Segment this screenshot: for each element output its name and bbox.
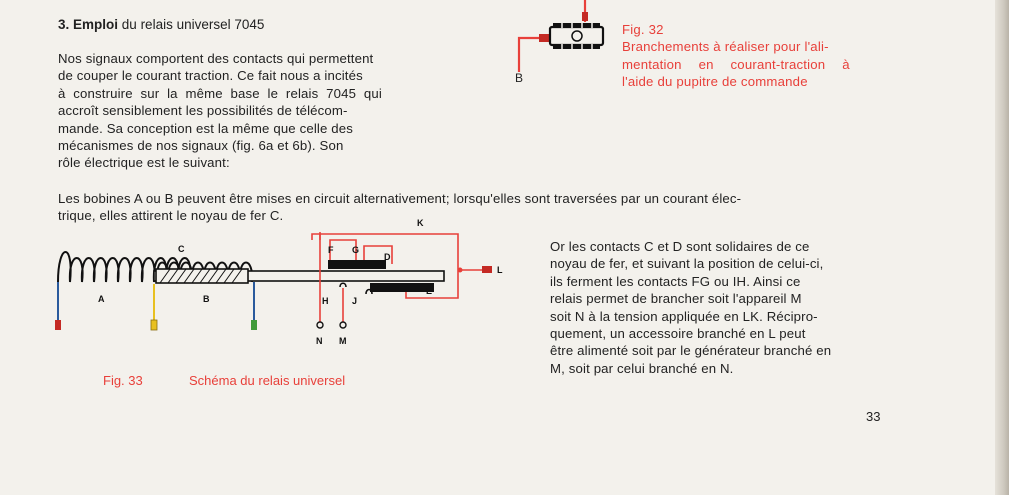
contacts-line: quement, un accessoire branché en L peut: [550, 326, 806, 342]
page-number: 33: [866, 409, 881, 424]
contacts-line: être alimenté soit par le générateur branché en: [550, 343, 832, 359]
bobines-line: trique, elles attirent le noyau de fer C.: [58, 208, 284, 224]
label-c: C: [178, 244, 185, 254]
contacts-line: ils ferment les contacts FG ou IH. Ainsi ce: [550, 273, 801, 289]
contacts-line: Or les contacts C et D sont solidaires de ce: [550, 239, 810, 254]
fig32-caption-line: l'aide du pupitre de commande: [622, 74, 808, 90]
contacts-line: relais permet de brancher soit l'appareil M: [550, 291, 802, 307]
intro-line: à construire sur la même base le relais 7045 qui: [58, 85, 382, 101]
intro-line: de couper le courant traction. Ce fait nous a incités: [58, 68, 363, 84]
contacts-line: M, soit par celui branché en N.: [550, 360, 734, 376]
label-h: H: [322, 296, 329, 306]
intro-line: rôle électrique est le suivant:: [58, 155, 230, 171]
intro-line: mécanismes de nos signaux (fig. 6a et 6b). Son: [58, 138, 344, 154]
label-j: J: [352, 296, 358, 306]
bobines-line: Les bobines A ou B peuvent être mises en circuit alternativement; lorsqu'elles sont traversées par un courant élec-: [58, 191, 742, 206]
label-a: A: [98, 294, 105, 304]
contacts-line: noyau de fer, et suivant la position de celui-ci,: [550, 256, 824, 272]
fig32-connector-drawing: [505, 0, 625, 85]
page-edge: [995, 0, 1009, 495]
fig32-caption-line: Branchements à réaliser pour l'ali-: [622, 39, 829, 55]
fig33-relay-schematic: [50, 218, 550, 357]
label-f: F: [328, 245, 334, 255]
contacts-paragraph: [550, 238, 890, 377]
fig32-connector-label: B: [515, 71, 524, 85]
label-n: N: [316, 336, 323, 346]
label-b: B: [203, 294, 210, 304]
intro-line: mande. Sa conception est la même que celle des: [58, 120, 353, 136]
label-m: M: [339, 336, 347, 346]
intro-line: Nos signaux comportent des contacts qui permettent: [58, 51, 374, 66]
label-k: K: [417, 218, 424, 228]
section-title-rest: du relais universel 7045: [118, 17, 265, 32]
label-g: G: [352, 245, 360, 255]
section-title-bold: Emploi: [73, 17, 119, 32]
contact-e: [370, 283, 434, 292]
section-heading: [58, 17, 264, 32]
intro-line: accroît sensiblement les possibilités de télécom-: [58, 103, 348, 119]
label-e: E: [426, 286, 433, 296]
iron-core-c: [156, 269, 248, 283]
fig32-caption: [622, 21, 892, 91]
fig32-label: Fig. 32: [622, 22, 664, 37]
bobines-paragraph: [58, 190, 898, 225]
fig32-caption-line: mentation en courant-traction à: [622, 56, 850, 72]
label-l: L: [497, 265, 503, 275]
fig33-label: Fig. 33: [103, 373, 143, 388]
section-number: 3.: [58, 17, 70, 32]
fig33-title: Schéma du relais universel: [189, 373, 346, 388]
label-d: D: [384, 252, 391, 262]
contacts-line: soit N à la tension appliquée en LK. Récipro-: [550, 308, 818, 324]
contact-d: [328, 260, 386, 269]
intro-paragraph: [58, 50, 448, 172]
